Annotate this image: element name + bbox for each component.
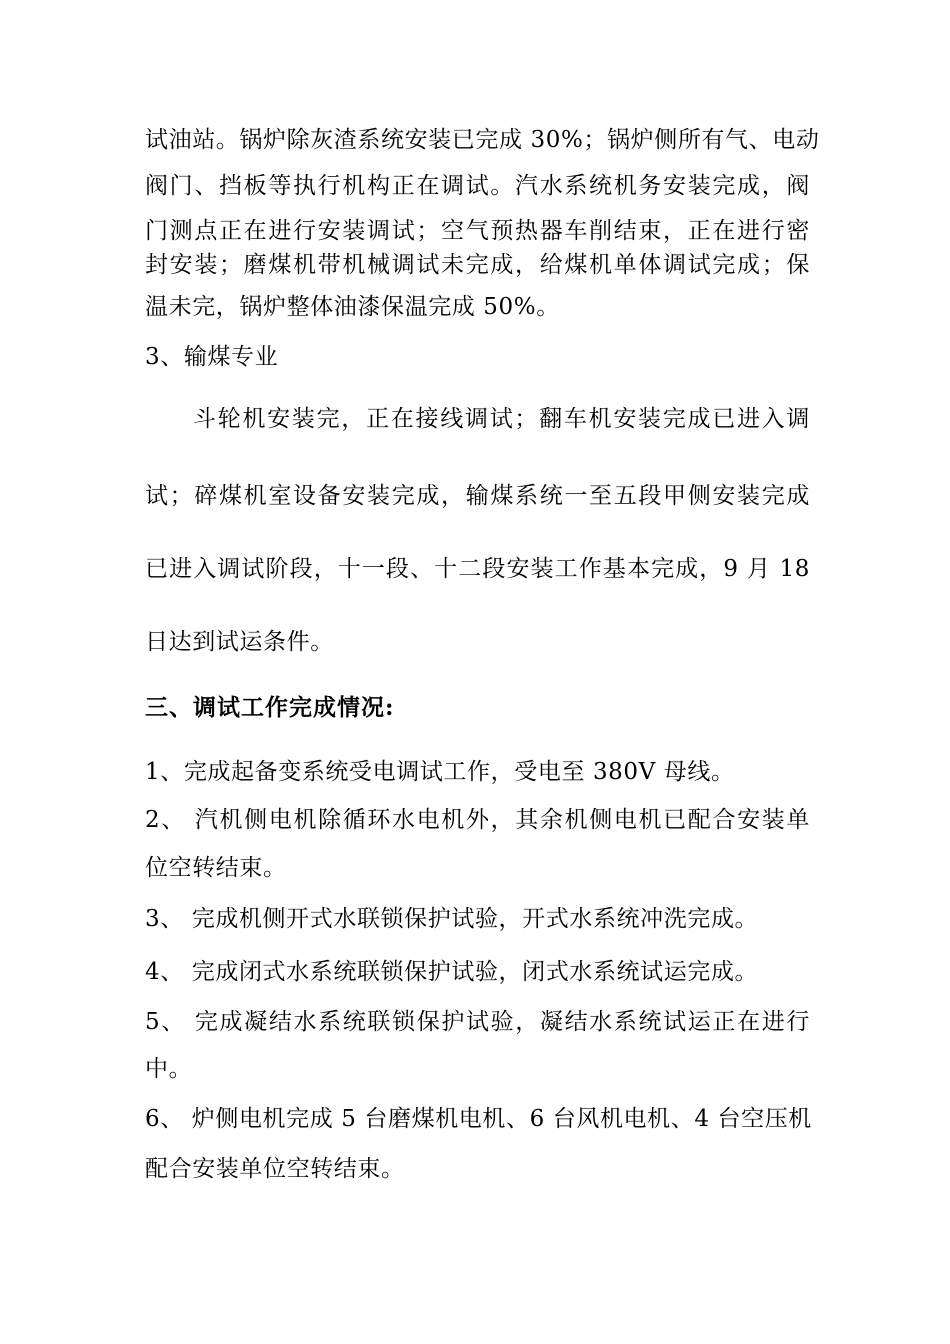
item-3-line: 3、 完成机侧开式水联锁保护试验，开式水系统冲洗完成。 [145,906,759,932]
coal-handling-line-2: 试；碎煤机室设备安装完成，输煤系统一至五段甲侧安装完成 [145,483,810,509]
item-2-line-1: 2、 汽机侧电机除循环水电机外，其余机侧电机已配合安装单 [145,807,810,833]
coal-handling-line-4: 日达到试运条件。 [145,629,334,655]
boiler-paragraph-line-1: 试油站。锅炉除灰渣系统安装已完成 30%；锅炉侧所有气、电动 [145,127,820,153]
boiler-paragraph-line-4: 封安装；磨煤机带机械调试未完成，给煤机单体调试完成；保 [145,252,810,278]
boiler-paragraph-line-5: 温未完，锅炉整体油漆保温完成 50%。 [145,294,560,320]
coal-handling-heading: 3、输煤专业 [145,344,279,370]
coal-handling-line-1: 斗轮机安装完，正在接线调试；翻车机安装完成已进入调 [193,406,810,432]
item-4-line: 4、 完成闭式水系统联锁保护试验，闭式水系统试运完成。 [145,959,759,985]
item-6-line-1: 6、 炉侧电机完成 5 台磨煤机电机、6 台风机电机、4 台空压机 [145,1106,812,1132]
item-2-line-2: 位空转结束。 [145,855,287,881]
section-heading: 三、调试工作完成情况: [145,694,395,721]
boiler-paragraph-line-3: 门测点正在进行安装调试；空气预热器车削结束，正在进行密 [145,218,810,244]
item-5-line-1: 5、 完成凝结水系统联锁保护试验，凝结水系统试运正在进行 [145,1009,810,1035]
item-1-line: 1、完成起备变系统受电调试工作，受电至 380V 母线。 [145,759,735,785]
boiler-paragraph-line-2: 阀门、挡板等执行机构正在调试。汽水系统机务安装完成，阀 [145,173,810,199]
coal-handling-line-3: 已进入调试阶段，十一段、十二段安装工作基本完成，9 月 18 [145,556,810,582]
item-6-line-2: 配合安装单位空转结束。 [145,1156,405,1182]
item-5-line-2: 中。 [145,1056,193,1082]
